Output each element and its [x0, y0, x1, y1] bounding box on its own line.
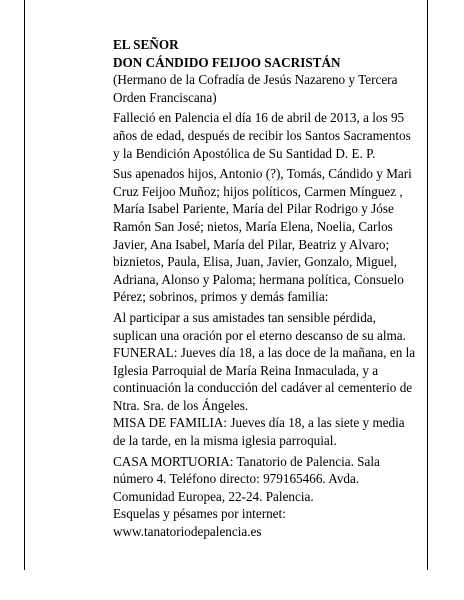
affiliation-text: (Hermano de la Cofradía de Jesús Nazareno y Tercera Orden Franciscana): [113, 72, 398, 105]
prayer-request-paragraph: Al participar a sus amistades tan sensible pérdida, suplican una oración por el eterno descanso de su alma.: [113, 309, 406, 343]
funeral-paragraph: FUNERAL: Jueves día 18, a las doce de la mañana, en la Iglesia Parroquial de María Reina Inmaculada, y a continuación la conducción del cadáver al cementerio de Ntra. Sra. de los Ángeles.: [113, 345, 416, 413]
death-notice-paragraph: Falleció en Palencia el día 16 de abril de 2013, a los 95 años de edad, después de recibir los Santos Sacramentos y la Bendición Apostólica de Su Santidad D. E. P.: [113, 110, 411, 161]
obituary-notice: [113, 36, 419, 541]
family-paragraph: Sus apenados hijos, Antonio (?), Tomás, Cándido y Mari Cruz Feijoo Muñoz; hijos políticos, Carmen Mínguez , María Isabel Pariente, María del Pilar Rodrigo y Jóse Ramón San José; nietos, María Elena, Noelia, Carlos Javier, Ana Isabel, María del Pilar, Beatriz y Alvaro; biznietos, Paula, Elisa, Juan, Javier, Gonzalo, Miguel, Adriana, Alonso y Paloma; hermana política, Consuelo Pérez; sobrinos, primos y demás familia:: [113, 166, 412, 305]
deceased-name: DON CÁNDIDO FEIJOO SACRISTÁN: [113, 54, 341, 70]
condolences-label: Esquelas y pésames por internet:: [113, 506, 286, 522]
funeral-home-paragraph: CASA MORTUORIA: Tanatorio de Palencia. Sala número 4. Teléfono directo: 979165466. Avda. Comunidad Europea, 22-24. Palencia.: [113, 453, 380, 504]
deceased-title: EL SEÑOR: [113, 37, 179, 52]
family-mass-paragraph: MISA DE FAMILIA: Jueves día 18, a las siete y media de la tarde, en la misma iglesia parroquial.: [113, 415, 405, 449]
website-link[interactable]: www.tanatoriodepalencia.es: [113, 524, 262, 540]
